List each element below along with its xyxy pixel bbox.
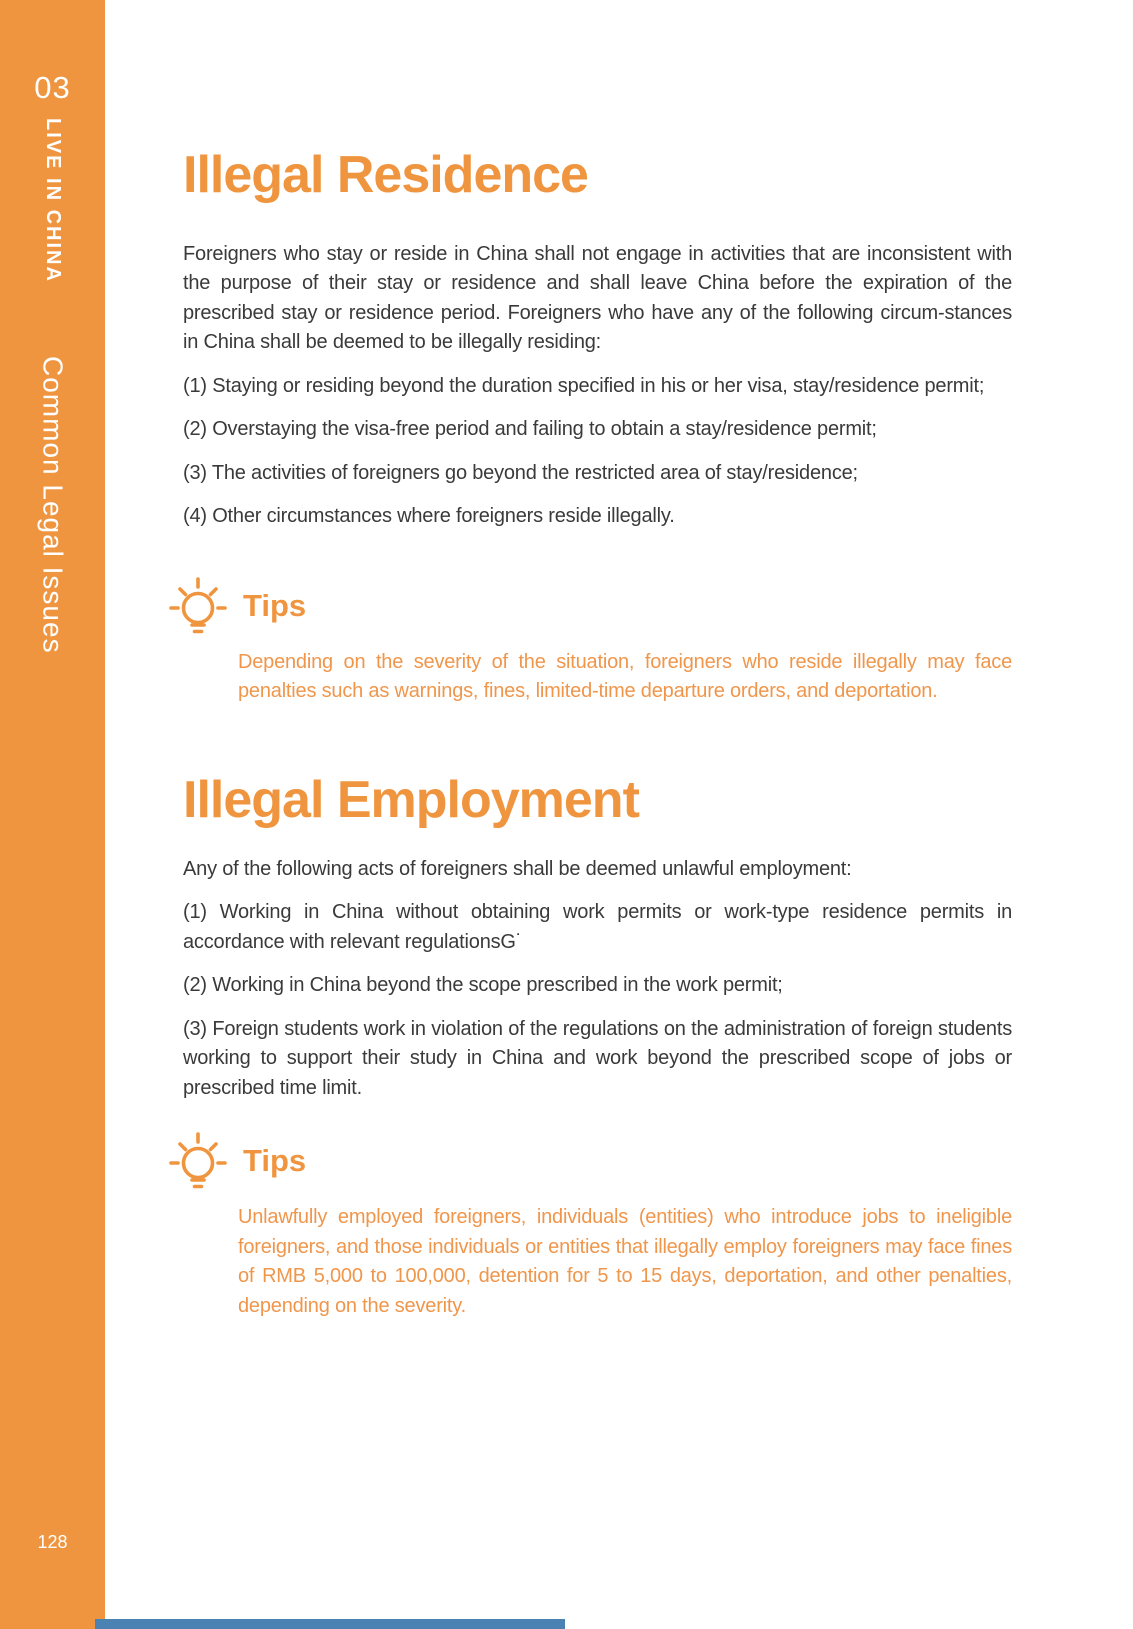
tips-header (167, 572, 1012, 640)
section-title-vertical: Common Legal Issues (37, 356, 69, 654)
chapter-number: 03 (34, 70, 71, 105)
section-illegal-employment (183, 771, 1012, 1321)
tips-header (167, 1127, 1012, 1195)
section-title-illegal-residence: Illegal Residence (183, 146, 588, 204)
tips-heading: Tips (243, 1143, 307, 1179)
list-item: (1) Staying or residing beyond the duration specified in his or her visa, stay/residence permit; (183, 374, 985, 397)
tips-paragraph: Unlawfully employed foreigners, individuals (entities) who introduce jobs to ineligible foreigners, and those individuals or entities that illegally employ foreigners may face fines of RMB 5,000 to 100,000, detention for 5 to 15 days, deportation, and other penalties, depending on the severity. (238, 1206, 1012, 1317)
chapter-title-vertical: LIVE IN CHINA (42, 118, 64, 283)
tips-paragraph: Depending on the severity of the situation, foreigners who reside illegally may face penalties such as warnings, fines, limited-time departure orders, and deportation. (238, 650, 1012, 703)
section-title-illegal-employment: Illegal Employment (183, 770, 639, 829)
list-item: (3) Foreign students work in violation of the regulations on the administration of foreign students working to support their study in China and work beyond the prescribed scope of jobs or prescribed time limit. (183, 1017, 1012, 1099)
list-item: (3) The activities of foreigners go beyond the restricted area of stay/residence; (183, 461, 858, 484)
intro-paragraph: Foreigners who stay or reside in China shall not engage in activities that are inconsistent with the purpose of their stay or residence and shall leave China before the expiration of the prescribed stay or residence period. Foreigners who have any of the following circum-stances in China shall be deemed to be illegally residing: (183, 242, 1012, 354)
lightbulb-icon (167, 1127, 229, 1195)
tips-heading: Tips (243, 587, 307, 623)
list-item: (4) Other circumstances where foreigners reside illegally. (183, 505, 675, 528)
intro-paragraph: Any of the following acts of foreigners shall be deemed unlawful employment: (183, 857, 852, 880)
list-item: (1) Working in China without obtaining work permits or work-type residence permits in accordance with relevant regulationsG˙ (183, 901, 1012, 953)
list-item: (2) Working in China beyond the scope prescribed in the work permit; (183, 974, 783, 997)
page-number: 128 (37, 1532, 68, 1552)
bottom-accent-bar (95, 1619, 565, 1629)
lightbulb-icon (167, 572, 229, 640)
section-illegal-residence (183, 146, 1012, 707)
list-item: (2) Overstaying the visa-free period and failing to obtain a stay/residence permit; (183, 418, 877, 441)
